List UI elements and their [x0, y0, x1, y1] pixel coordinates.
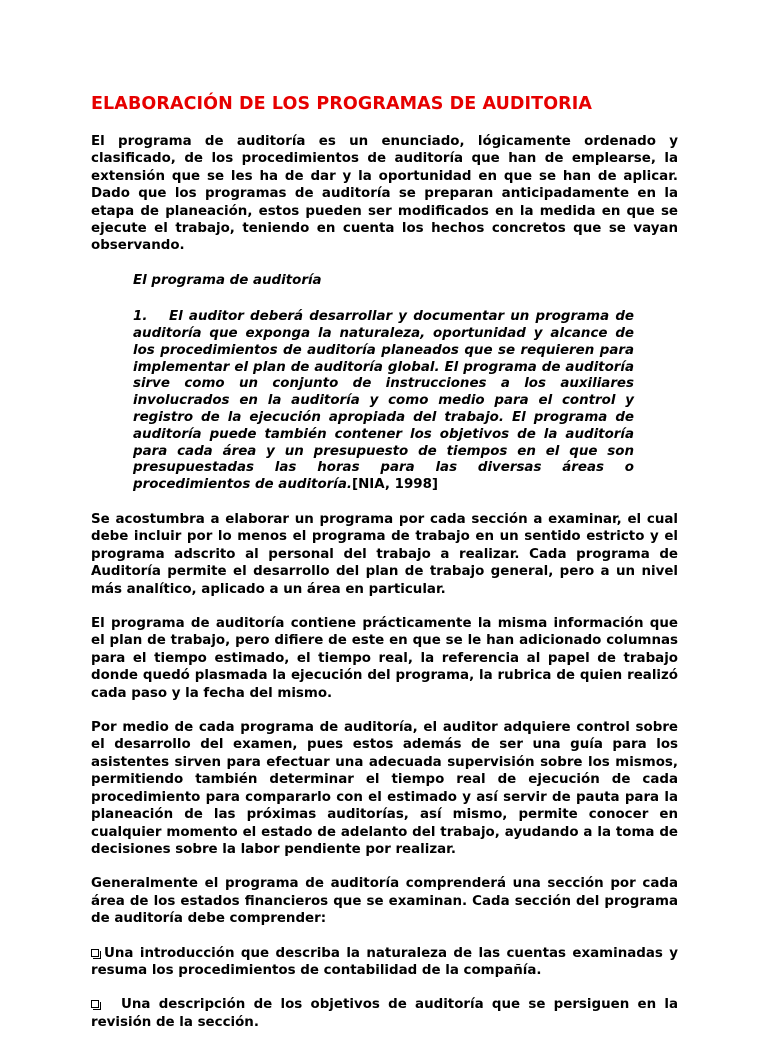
intro-paragraph: El programa de auditoría es un enunciado, lógicamente ordenado y clasificado, de los procedimientos de auditoría que han de emplearse, la extensión que se les ha de dar y la oportunidad en que se han de aplicar. Dado que los programas de auditoría se preparan anticipadamente en la etapa de planeación, estos pueden ser modificados en la medida en que se ejecute el trabajo, teniendo en cuenta los hechos concretos que se vayan observando.	[91, 134, 678, 254]
quote-number: 1.	[133, 309, 148, 325]
quote-title: El programa de auditoría	[133, 272, 322, 288]
body-paragraph: Generalmente el programa de auditoría comprenderá una sección por cada área de los estados financieros que se examinan. Cada sección del programa de auditoría debe comprender:	[91, 876, 678, 927]
body-paragraph: El programa de auditoría contiene prácticamente la misma información que el plan de trabajo, pero difiere de este en que se le han adicionado columnas para el tiempo estimado, el tiempo real, la referencia al papel de trabajo donde quedó plasmada la ejecución del programa, la rubrica de quien realizó cada paso y la fecha del mismo.	[91, 616, 678, 701]
bullet-item	[91, 945, 678, 980]
document-title: ELABORACIÓN DE LOS PROGRAMAS DE AUDITORIA	[91, 94, 593, 114]
body-paragraph: Por medio de cada programa de auditoría, el auditor adquiere control sobre el desarrollo del examen, pues estos además de ser una guía para los asistentes sirven para efectuar una adecuada supervisión sobre los mismos, permitiendo también determinar el tiempo real de ejecución de cada procedimiento para compararlo con el estimado y así servir de pauta para la planeación de las próximas auditorías, así mismo, permite conocer en cualquier momento el estado de adelanto del trabajo, ayudando a la toma de decisiones sobre la labor pendiente por realizar.	[91, 720, 678, 857]
checkbox-bullet-icon	[91, 949, 99, 957]
bullet-item	[91, 996, 678, 1031]
bullet-text: Una introducción que describa la naturaleza de las cuentas examinadas y resuma los procedimientos de contabilidad de la compañía.	[91, 945, 678, 978]
body-paragraph: Se acostumbra a elaborar un programa por cada sección a examinar, el cual debe incluir por lo menos el programa de trabajo en un sentido estricto y el programa adscrito al personal del trabajo a realizar. Cada programa de Auditoría permite el desarrollo del plan de trabajo general, pero a un nivel más analítico, aplicado a un área en particular.	[91, 512, 678, 597]
document-page	[91, 94, 678, 1048]
quote-body: El auditor deberá desarrollar y documentar un programa de auditoría que exponga la naturaleza, oportunidad y alcance de los procedimientos de auditoría planeados que se requieren para implementar el plan de auditoría global. El programa de auditoría sirve como un conjunto de instrucciones a los auxiliares involucrados en la auditoría y como medio para el control y registro de la ejecución apropiada del trabajo. El programa de auditoría puede también contener los objetivos de la auditoría para cada área y un presupuesto de tiempos en el que son presupuestadas las horas para las diversas áreas o procedimientos de auditoría.	[133, 309, 634, 493]
bullet-text: Una descripción de los objetivos de auditoría que se persiguen en la revisión de la sección.	[91, 997, 678, 1030]
checkbox-bullet-icon	[91, 1000, 99, 1008]
quote-block	[133, 309, 634, 494]
quote-reference: [NIA, 1998]	[351, 477, 439, 493]
